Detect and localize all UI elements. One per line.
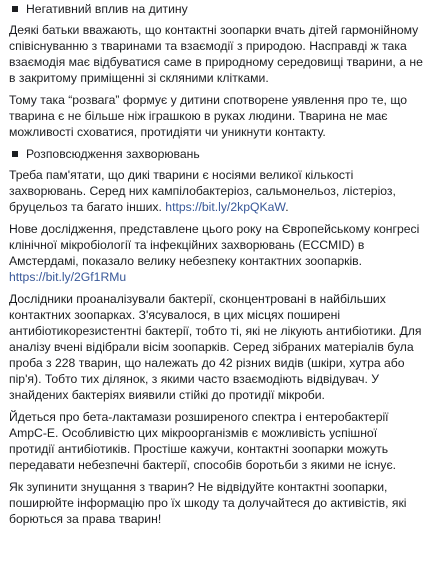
text-line: в закритому приміщенні зі скляними клітками. [9, 71, 269, 85]
text-line: пір'я). Тобто тих ділянок, з якими часто взаємодіють відвідувач. У [9, 372, 380, 386]
square-bullet-icon [12, 6, 18, 12]
text-line: знайдених бактеріях виявили стійкі до протидії мікроби. [9, 388, 325, 402]
text-line: передавати небезпечні бактерії, способів боротьби з якими не існує. [9, 458, 397, 472]
text-line: Амстердамі, показало велику небезпеку контактних зоопарків. [9, 254, 363, 268]
paragraph-eccmid-study [9, 221, 441, 285]
text-line-with-link [9, 199, 441, 215]
text-line: захворювань. Серед них кампілобактеріоз, сальмонельоз, лістеріоз, [9, 184, 396, 198]
section-heading-disease-spread [9, 146, 441, 162]
text-line: AmpC-E. Особливістю цих мікроорганізмів є можливість успішної [9, 426, 378, 440]
heading-text: Розповсюдження захворювань [26, 147, 200, 161]
text-fragment: бруцельоз та багато інших. [9, 200, 166, 214]
text-line: аналізу вчені відібрали вісім зоопарків. Серед зібраних матеріалів була [9, 340, 414, 354]
source-link-2[interactable]: https://bit.ly/2Gf1RMu [9, 270, 127, 284]
text-fragment: . [285, 200, 289, 214]
text-line: контактних зоопарках. З'ясувалося, в цих місцях поширені [9, 308, 341, 322]
text-line: поширюйте інформацію про їх шкоду та долучайтеся до активістів, які [9, 496, 407, 510]
text-line: Деякі батьки вважають, що контактні зоопарки вчать дітей гармонійному [9, 23, 419, 37]
text-line: Треба пам'ятати, що дикі тварини є носіями великої кількості [9, 168, 354, 182]
text-line: співіснуванню з тваринами та взаємодії з природою. Насправді ж така [9, 39, 407, 53]
text-line: борються за права тварин! [9, 512, 162, 526]
heading-text: Негативний вплив на дитину [26, 2, 188, 16]
paragraph-bacteria-analysis [9, 291, 441, 403]
paragraph-parents-opinion [9, 22, 441, 86]
text-line: можливості сховатися, протидіяти чи уникнути контакту. [9, 125, 326, 139]
text-line: Нове дослідження, представлене цього року на Європейському конгресі [9, 222, 420, 236]
text-line: Йдеться про бета-лактамази розширеного спектра і ентеробактерії [9, 410, 389, 424]
paragraph-wild-animals-diseases [9, 167, 441, 215]
text-line: протидії антибіотиків. Простіше кажучи, контактні зоопарки можуть [9, 442, 389, 456]
section-heading-negative-impact [9, 1, 441, 17]
paragraph-distorted-view [9, 92, 441, 140]
text-line: Тому така “розвага” формує у дитини спотворене уявлення про те, що [9, 93, 407, 107]
text-line-with-link [9, 269, 441, 285]
paragraph-call-to-action [9, 479, 441, 527]
text-line: антибіотикорезистентні бактерії, тобто ті, які не лікують антибіотики. Для [9, 324, 422, 338]
text-line: клінічної мікробіології та інфекційних захворювань (ECCMID) в [9, 238, 365, 252]
square-bullet-icon [12, 151, 18, 157]
paragraph-beta-lactamase [9, 409, 441, 473]
source-link-1[interactable]: https://bit.ly/2kpQKaW [165, 200, 286, 214]
text-line: взаємодія має відбуватися саме в природному середовищі тварини, а не [9, 55, 423, 69]
text-line: проба з 228 тварин, що належать до 42 різних видів (шкіри, хутра або [9, 356, 405, 370]
text-line: тварина є не більше ніж іграшкою в руках людини. Тварина не має [9, 109, 388, 123]
post-body [9, 0, 441, 533]
text-line: Як зупинити знущання з тварин? Не відвідуйте контактні зоопарки, [9, 480, 388, 494]
text-line: Дослідники проаналізували бактерії, сконцентровані в найбільших [9, 292, 386, 306]
